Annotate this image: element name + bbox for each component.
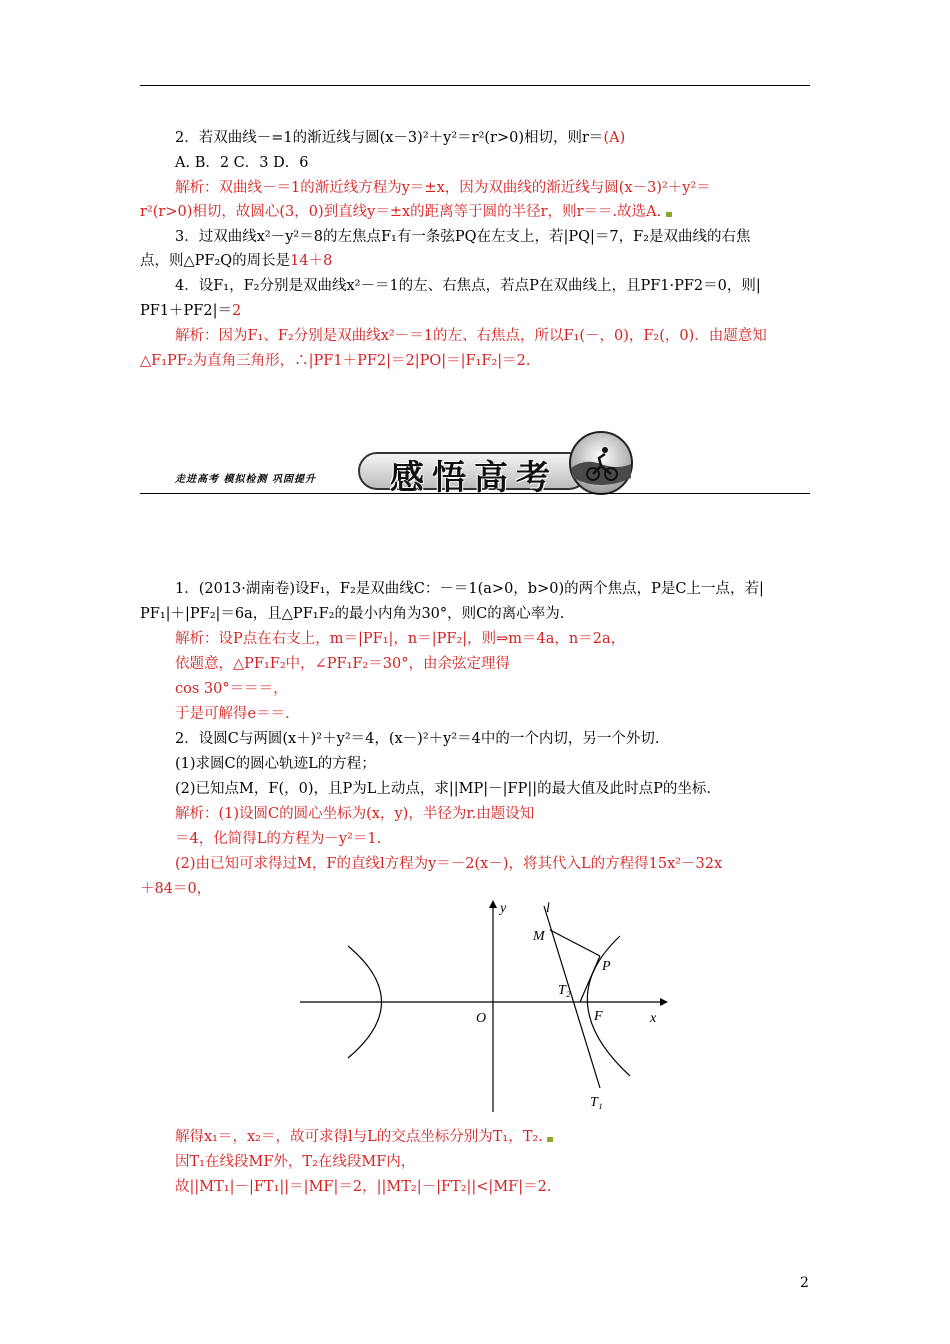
segment-PF [580, 956, 600, 1002]
marker-icon [666, 212, 672, 217]
problem-2-solution-4: ＋84＝0， [140, 881, 212, 897]
question-4-solution-cont: △F₁PF₂为直角三角形，∴|PF1＋PF2|＝2|PO|＝|F₁F₂|＝2. [140, 353, 531, 369]
problem-1-solution-4: 于是可解得e＝＝. [175, 706, 290, 722]
problem-2-solution-2: ＝4，化简得L的方程为－y²＝1. [175, 831, 382, 847]
question-4-cont: PF1＋PF2|＝2 [140, 303, 242, 319]
page-number: 2 [800, 1275, 809, 1291]
question-3-cont: 点，则△PF₂Q的周长是14＋8 [140, 253, 333, 269]
banner-rule [140, 493, 810, 494]
question-2: 2．若双曲线－=1的渐近线与圆(x－3)²＋y²＝r²(r>0)相切，则r＝(A) [175, 130, 626, 146]
label-O: O [476, 1011, 487, 1026]
cyclist-icon [565, 430, 637, 496]
label-l: l [546, 901, 550, 916]
problem-1-solution-2: 依题意，△PF₁F₂中，∠PF₁F₂＝30°，由余弦定理得 [175, 656, 511, 672]
problem-2-solution-5: 解得x₁＝，x₂＝，故可求得l与L的交点坐标分别为T₁，T₂. [140, 1126, 810, 1148]
hyperbola-diagram [300, 898, 670, 1113]
y-axis-arrow [489, 900, 497, 908]
problem-2-solution-7: 故||MT₁|－|FT₁||＝|MF|＝2，||MT₂|－|FT₂||<|MF|＝2. [175, 1179, 552, 1195]
problem-2-solution-6: 因T₁在线段MF外，T₂在线段MF内， [175, 1154, 416, 1170]
banner-subtitle: 走进高考 模拟检测 巩固提升 [175, 474, 316, 485]
segment-MP [550, 930, 600, 956]
label-x: x [650, 1011, 657, 1026]
question-2-options: A. B．2 C．3 D．6 [175, 155, 309, 171]
label-T2: T₂ [558, 983, 571, 998]
problem-2-part-1: (1)求圆C的圆心轨迹L的方程； [175, 756, 376, 772]
question-4-solution: 解析：因为F₁、F₂分别是双曲线x²－＝1的左、右焦点，所以F₁(－，0)，F₂(，0)．由题意知 [175, 328, 767, 344]
label-y: y [500, 901, 507, 916]
problem-2-part-2: (2)已知点M，F(，0)，且P为L上动点，求||MP|－|FP||的最大值及此时点P的坐标. [175, 781, 711, 797]
header-rule [140, 85, 810, 86]
problem-1-cont: PF₁|＋|PF₂|＝6a，且△PF₁F₂的最小内角为30°，则C的离心率为. [140, 606, 565, 622]
label-F: F [594, 1009, 603, 1024]
label-M: M [533, 929, 545, 944]
line-l [544, 906, 600, 1088]
problem-1: 1．(2013·湖南卷)设F₁，F₂是双曲线C：－＝1(a>0，b>0)的两个焦点，P是C上一点，若| [175, 581, 764, 597]
label-T1: T₁ [590, 1095, 603, 1110]
question-3: 3．过双曲线x²－y²＝8的左焦点F₁有一条弦PQ在左支上，若|PQ|＝7，F₂是双曲线的右焦 [175, 229, 751, 245]
label-P: P [602, 959, 611, 974]
problem-2-solution-1: 解析：(1)设圆C的圆心坐标为(x，y)，半径为r.由题设知 [175, 806, 535, 822]
problem-1-solution-3: cos 30°＝＝＝， [175, 681, 288, 697]
problem-2-solution-3: (2)由已知可求得过M，F的直线l方程为y＝－2(x－)，将其代入L的方程得15x²－32x [175, 856, 723, 872]
x-axis-arrow [660, 998, 668, 1006]
question-2-solution-cont: r²(r>0)相切，故圆心(3，0)到直线y＝±x的距离等于圆的半径r，则r＝＝.故选A. [140, 201, 810, 223]
question-2-solution: 解析：双曲线－＝1的渐近线方程为y＝±x，因为双曲线的渐近线与圆(x－3)²＋y²＝ [175, 180, 711, 196]
problem-1-solution-1: 解析：设P点在右支上，m＝|PF₁|，n＝|PF₂|，则⇒m＝4a，n＝2a， [175, 631, 626, 647]
question-4: 4．设F₁，F₂分别是双曲线x²－＝1的左、右焦点，若点P在双曲线上，且PF1·PF2＝0，则| [175, 278, 761, 294]
marker-icon [547, 1137, 553, 1142]
banner-title: 感悟高考 [390, 458, 558, 498]
hyperbola-right-branch [587, 936, 630, 1076]
problem-2: 2．设圆C与两圆(x＋)²＋y²＝4，(x－)²＋y²＝4中的一个内切，另一个外切. [175, 731, 660, 747]
section-banner [140, 430, 810, 500]
